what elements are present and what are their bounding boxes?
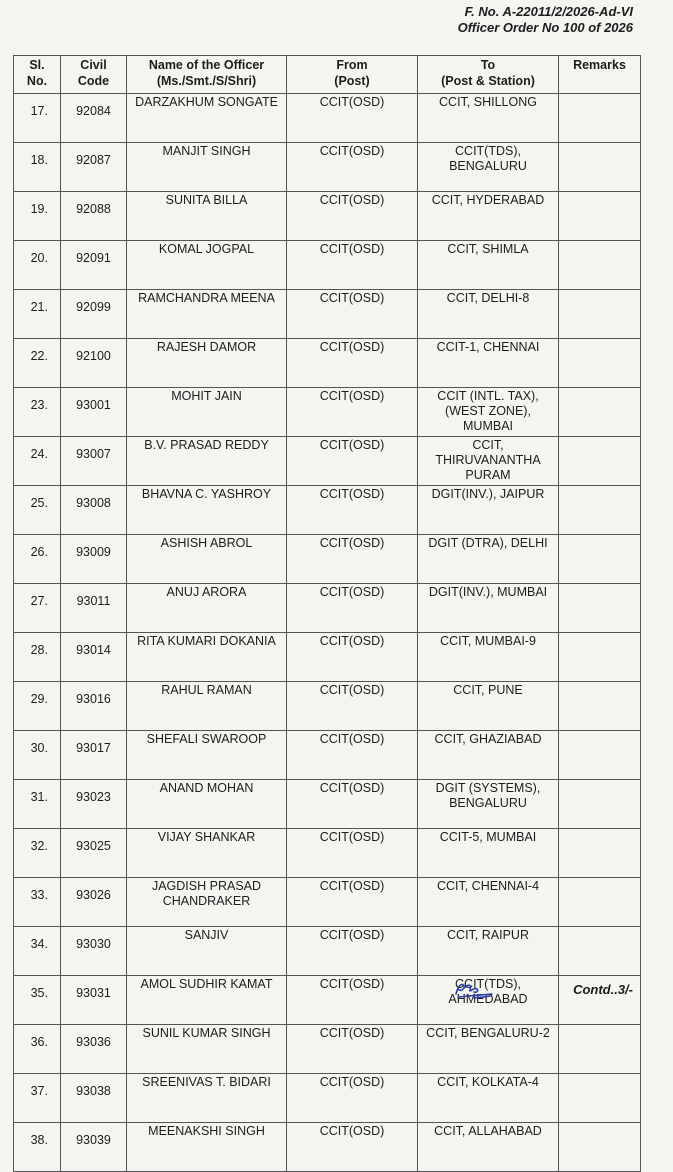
cell-sl: 31.	[14, 780, 61, 829]
table-row	[14, 731, 641, 780]
cell-to: CCIT-5, MUMBAI	[418, 829, 559, 878]
cell-sl: 24.	[14, 437, 61, 486]
cell-to: CCIT, SHILLONG	[418, 94, 559, 143]
cell-from: CCIT(OSD)	[287, 780, 418, 829]
table-row	[14, 241, 641, 290]
table-row	[14, 143, 641, 192]
cell-from: CCIT(OSD)	[287, 290, 418, 339]
table-row	[14, 1123, 641, 1172]
cell-remarks	[559, 388, 641, 437]
cell-sl: 25.	[14, 486, 61, 535]
cell-sl: 37.	[14, 1074, 61, 1123]
cell-sl: 20.	[14, 241, 61, 290]
cell-remarks	[559, 437, 641, 486]
cell-sl: 18.	[14, 143, 61, 192]
cell-remarks	[559, 927, 641, 976]
cell-code: 93007	[61, 437, 127, 486]
cell-code: 93008	[61, 486, 127, 535]
cell-from: CCIT(OSD)	[287, 192, 418, 241]
cell-name: BHAVNA C. YASHROY	[127, 486, 287, 535]
cell-name: SANJIV	[127, 927, 287, 976]
cell-from: CCIT(OSD)	[287, 1074, 418, 1123]
cell-remarks	[559, 682, 641, 731]
table-row	[14, 94, 641, 143]
table-header-row	[14, 56, 641, 94]
table-row	[14, 535, 641, 584]
table-row	[14, 290, 641, 339]
cell-name: RITA KUMARI DOKANIA	[127, 633, 287, 682]
cell-remarks	[559, 241, 641, 290]
cell-sl: 22.	[14, 339, 61, 388]
cell-name: KOMAL JOGPAL	[127, 241, 287, 290]
cell-from: CCIT(OSD)	[287, 829, 418, 878]
cell-code: 92099	[61, 290, 127, 339]
col-header-sl: Sl. No.	[14, 56, 61, 94]
order-number: Officer Order No 100 of 2026	[457, 20, 633, 35]
cell-remarks	[559, 780, 641, 829]
cell-sl: 30.	[14, 731, 61, 780]
cell-to: CCIT, GHAZIABAD	[418, 731, 559, 780]
cell-remarks	[559, 143, 641, 192]
cell-to: CCIT, CHENNAI-4	[418, 878, 559, 927]
cell-to: CCIT, MUMBAI-9	[418, 633, 559, 682]
cell-code: 92087	[61, 143, 127, 192]
cell-from: CCIT(OSD)	[287, 437, 418, 486]
cell-from: CCIT(OSD)	[287, 94, 418, 143]
cell-remarks	[559, 339, 641, 388]
table-row	[14, 437, 641, 486]
cell-sl: 32.	[14, 829, 61, 878]
cell-from: CCIT(OSD)	[287, 486, 418, 535]
cell-code: 93017	[61, 731, 127, 780]
table-row	[14, 682, 641, 731]
cell-remarks	[559, 535, 641, 584]
cell-to: DGIT(INV.), JAIPUR	[418, 486, 559, 535]
cell-sl: 26.	[14, 535, 61, 584]
cell-code: 93001	[61, 388, 127, 437]
cell-sl: 38.	[14, 1123, 61, 1172]
cell-remarks	[559, 290, 641, 339]
cell-code: 93011	[61, 584, 127, 633]
table-row	[14, 829, 641, 878]
cell-from: CCIT(OSD)	[287, 388, 418, 437]
cell-code: 93030	[61, 927, 127, 976]
cell-from: CCIT(OSD)	[287, 339, 418, 388]
cell-to: CCIT(TDS), AHMEDABAD	[418, 976, 559, 1025]
table-row	[14, 780, 641, 829]
cell-remarks	[559, 486, 641, 535]
cell-to: CCIT, RAIPUR	[418, 927, 559, 976]
cell-name: SHEFALI SWAROOP	[127, 731, 287, 780]
cell-from: CCIT(OSD)	[287, 731, 418, 780]
cell-name: MANJIT SINGH	[127, 143, 287, 192]
cell-name: RAHUL RAMAN	[127, 682, 287, 731]
cell-code: 93031	[61, 976, 127, 1025]
cell-sl: 36.	[14, 1025, 61, 1074]
cell-name: VIJAY SHANKAR	[127, 829, 287, 878]
cell-sl: 17.	[14, 94, 61, 143]
table-row	[14, 192, 641, 241]
col-header-to: To (Post & Station)	[418, 56, 559, 94]
cell-remarks	[559, 1025, 641, 1074]
cell-to: CCIT, DELHI-8	[418, 290, 559, 339]
cell-code: 92091	[61, 241, 127, 290]
cell-code: 93036	[61, 1025, 127, 1074]
cell-to: CCIT, BENGALURU-2	[418, 1025, 559, 1074]
cell-name: ASHISH ABROL	[127, 535, 287, 584]
cell-to: CCIT-1, CHENNAI	[418, 339, 559, 388]
cell-sl: 28.	[14, 633, 61, 682]
cell-name: DARZAKHUM SONGATE	[127, 94, 287, 143]
continued-note: Contd..3/-	[573, 982, 633, 997]
cell-sl: 23.	[14, 388, 61, 437]
cell-code: 93038	[61, 1074, 127, 1123]
cell-from: CCIT(OSD)	[287, 633, 418, 682]
cell-code: 93009	[61, 535, 127, 584]
cell-remarks	[559, 829, 641, 878]
cell-from: CCIT(OSD)	[287, 535, 418, 584]
cell-from: CCIT(OSD)	[287, 241, 418, 290]
cell-remarks	[559, 731, 641, 780]
table-row	[14, 1025, 641, 1074]
cell-to: CCIT, SHIMLA	[418, 241, 559, 290]
table-row	[14, 878, 641, 927]
cell-sl: 27.	[14, 584, 61, 633]
cell-to: CCIT (INTL. TAX), (WEST ZONE), MUMBAI	[418, 388, 559, 437]
table-row	[14, 976, 641, 1025]
table-row	[14, 1074, 641, 1123]
cell-remarks	[559, 584, 641, 633]
file-number: F. No. A-22011/2/2026-Ad-VI	[464, 4, 633, 19]
cell-to: DGIT(INV.), MUMBAI	[418, 584, 559, 633]
cell-name: SUNITA BILLA	[127, 192, 287, 241]
table-row	[14, 388, 641, 437]
officer-table	[13, 55, 641, 1172]
cell-from: CCIT(OSD)	[287, 143, 418, 192]
col-header-code: Civil Code	[61, 56, 127, 94]
cell-name: SREENIVAS T. BIDARI	[127, 1074, 287, 1123]
table-row	[14, 633, 641, 682]
table-row	[14, 584, 641, 633]
cell-name: AMOL SUDHIR KAMAT	[127, 976, 287, 1025]
cell-remarks	[559, 633, 641, 682]
cell-to: CCIT, KOLKATA-4	[418, 1074, 559, 1123]
cell-from: CCIT(OSD)	[287, 584, 418, 633]
table-row	[14, 486, 641, 535]
cell-name: B.V. PRASAD REDDY	[127, 437, 287, 486]
cell-name: RAMCHANDRA MEENA	[127, 290, 287, 339]
cell-name: RAJESH DAMOR	[127, 339, 287, 388]
cell-to: CCIT, THIRUVANANTHA PURAM	[418, 437, 559, 486]
initials-signature	[452, 978, 496, 1000]
cell-from: CCIT(OSD)	[287, 878, 418, 927]
cell-name: ANUJ ARORA	[127, 584, 287, 633]
cell-sl: 34.	[14, 927, 61, 976]
cell-code: 93026	[61, 878, 127, 927]
cell-to: CCIT, HYDERABAD	[418, 192, 559, 241]
col-header-remarks: Remarks	[559, 56, 641, 94]
col-header-from: From (Post)	[287, 56, 418, 94]
cell-name: ANAND MOHAN	[127, 780, 287, 829]
cell-name: MOHIT JAIN	[127, 388, 287, 437]
cell-remarks	[559, 1123, 641, 1172]
cell-code: 93025	[61, 829, 127, 878]
cell-name: SUNIL KUMAR SINGH	[127, 1025, 287, 1074]
cell-to: DGIT (SYSTEMS), BENGALURU	[418, 780, 559, 829]
cell-to: DGIT (DTRA), DELHI	[418, 535, 559, 584]
cell-code: 93023	[61, 780, 127, 829]
cell-remarks	[559, 192, 641, 241]
cell-sl: 29.	[14, 682, 61, 731]
cell-code: 93014	[61, 633, 127, 682]
cell-from: CCIT(OSD)	[287, 976, 418, 1025]
cell-remarks	[559, 878, 641, 927]
col-header-name: Name of the Officer (Ms./Smt./S/Shri)	[127, 56, 287, 94]
cell-code: 93039	[61, 1123, 127, 1172]
cell-remarks	[559, 1074, 641, 1123]
cell-to: CCIT(TDS), BENGALURU	[418, 143, 559, 192]
cell-sl: 33.	[14, 878, 61, 927]
cell-to: CCIT, ALLAHABAD	[418, 1123, 559, 1172]
cell-remarks	[559, 94, 641, 143]
cell-from: CCIT(OSD)	[287, 927, 418, 976]
cell-code: 93016	[61, 682, 127, 731]
cell-to: CCIT, PUNE	[418, 682, 559, 731]
cell-name: MEENAKSHI SINGH	[127, 1123, 287, 1172]
cell-from: CCIT(OSD)	[287, 1025, 418, 1074]
cell-sl: 35.	[14, 976, 61, 1025]
table-row	[14, 339, 641, 388]
cell-sl: 19.	[14, 192, 61, 241]
cell-sl: 21.	[14, 290, 61, 339]
cell-from: CCIT(OSD)	[287, 682, 418, 731]
table-row	[14, 927, 641, 976]
cell-code: 92084	[61, 94, 127, 143]
cell-from: CCIT(OSD)	[287, 1123, 418, 1172]
cell-code: 92100	[61, 339, 127, 388]
cell-name: JAGDISH PRASAD CHANDRAKER	[127, 878, 287, 927]
cell-code: 92088	[61, 192, 127, 241]
